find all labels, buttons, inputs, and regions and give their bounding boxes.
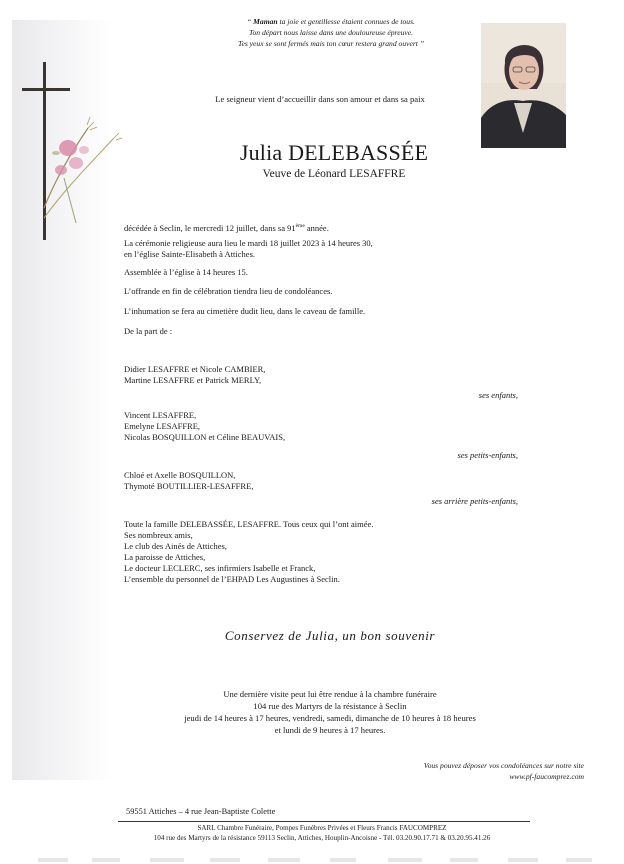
opening-quote: “ Maman ta joie et gentillesse étaient connues de tous. Ton départ nous laisse dans une douloureuse épreuve. Tes yeux se sont fermés mais ton cœur restera grand ouvert ”: [237, 17, 425, 48]
funeral-home-footer: SARL Chambre Funéraire, Pompes Funèbres Privées et Fleurs Francis FAUCOMPREZ 104 rue des Martyrs de la résistance 59113 Seclin, Attiches, Houplin-Ancoisne - Tél. 03.20.90.17.71 & 03.20.95.41.26: [153, 824, 491, 842]
list-item: Toute la famille DELEBASSÉE, LESAFFRE. Tous ceux qui l’ont aimée.: [124, 519, 374, 529]
deceased-name: Julia DELEBASSÉE: [239, 140, 429, 165]
list-item: Ses nombreux amis,: [124, 530, 193, 540]
great-grandchildren-list: [124, 470, 524, 492]
bottom-edge-marks: [0, 855, 624, 864]
ceremony-notice: La cérémonie religieuse aura lieu le mardi 18 juillet 2023 à 14 heures 30, en l’église Sainte-Elisabeth à Attiches.: [124, 238, 373, 259]
burial-notice: L’inhumation se fera au cimetière dudit lieu, dans le caveau de famille.: [124, 306, 366, 316]
deceased-portrait: [481, 23, 566, 148]
intro-line: Le seigneur vient d’accueillir dans son amour et dans sa paix: [215, 94, 425, 104]
assembly-notice: Assemblée à l’église à 14 heures 15.: [124, 267, 248, 277]
list-item: La paroisse de Attiches,: [124, 552, 206, 562]
list-item: Chloé et Axelle BOSQUILLON,: [124, 470, 236, 480]
list-item: Thymoté BOUTILLIER-LESAFFRE,: [124, 481, 254, 491]
list-item: L’ensemble du personnel de l’EHPAD Les Augustines à Seclin.: [124, 574, 340, 584]
condolences-info: Vous pouvez déposer vos condoléances sur notre site www.pf-faucomprez.com: [324, 760, 584, 782]
visit-info: Une dernière visite peut lui être rendue à la chambre funéraire 104 rue des Martyrs de la résistance à Seclin jeudi de 14 heures à 17 heures, vendredi, samedi, dimanche de 10 heures à 18 heures et lundi de 9 heures à 17 heures.: [184, 689, 476, 735]
quote-bold-word: Maman: [253, 17, 278, 26]
great-grandchildren-label: ses arrière petits-enfants,: [431, 496, 518, 506]
children-label: ses enfants,: [478, 390, 518, 400]
cross-with-flowers-icon: [16, 58, 126, 248]
offering-notice: L’offrande en fin de célébration tiendra lieu de condoléances.: [124, 286, 333, 296]
list-item: Le club des Ainés de Attiches,: [124, 541, 227, 551]
others-list: [124, 519, 524, 585]
family-address: 59551 Attiches – 4 rue Jean-Baptiste Colette: [126, 807, 276, 816]
souvenir-line: Conservez de Julia, un bon souvenir: [224, 628, 436, 643]
list-item: Martine LESAFFRE et Patrick MERLY,: [124, 375, 262, 385]
grandchildren-label: ses petits-enfants,: [457, 450, 518, 460]
list-item: Vincent LESAFFRE,: [124, 410, 197, 420]
from-label: De la part de :: [124, 326, 173, 336]
footer-divider: [118, 821, 530, 822]
deceased-subtitle: Veuve de Léonard LESAFFRE: [262, 168, 406, 180]
children-list: [124, 364, 524, 386]
grandchildren-list: [124, 410, 524, 443]
list-item: Nicolas BOSQUILLON et Céline BEAUVAIS,: [124, 432, 286, 442]
list-item: Didier LESAFFRE et Nicole CAMBIER,: [124, 364, 266, 374]
death-notice: décédée à Seclin, le mercredi 12 juillet, dans sa 91ème année.: [124, 222, 329, 233]
list-item: Emelyne LESAFFRE,: [124, 421, 201, 431]
list-item: Le docteur LECLERC, ses infirmiers Isabelle et Franck,: [124, 563, 316, 573]
website-link[interactable]: www.pf-faucomprez.com: [509, 772, 584, 781]
